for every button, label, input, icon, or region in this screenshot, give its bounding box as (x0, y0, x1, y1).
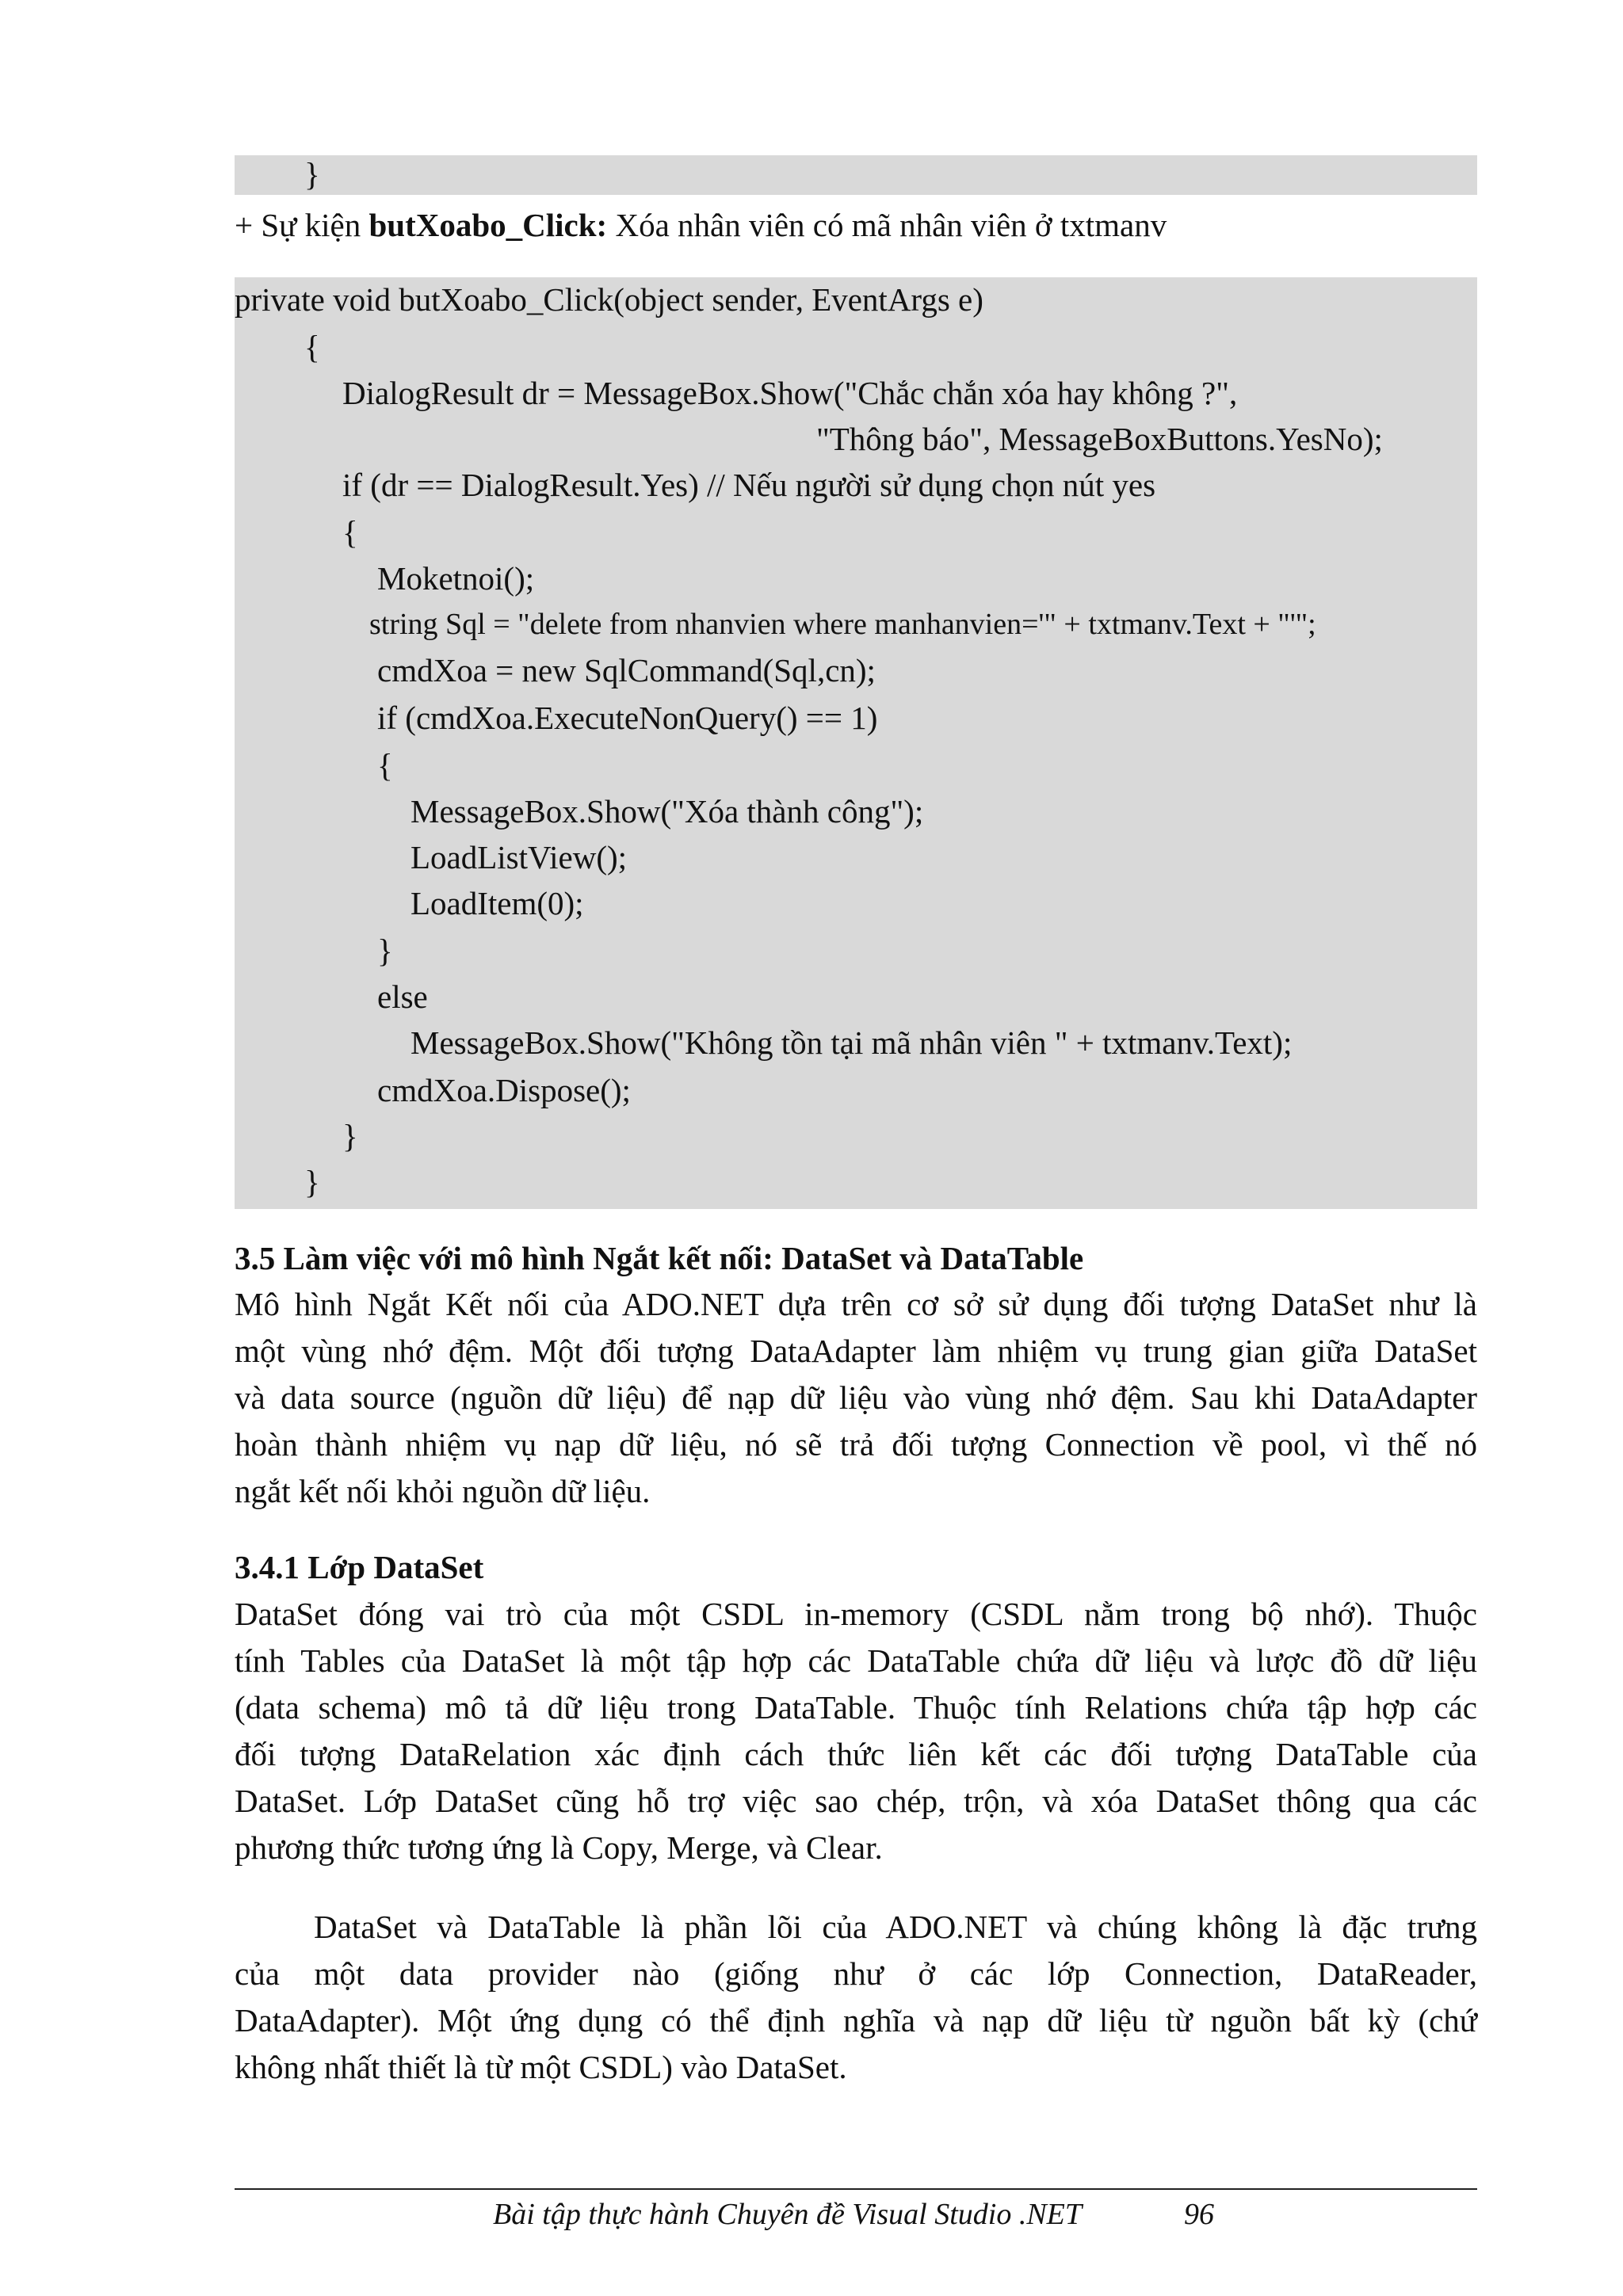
code-line: DialogResult dr = MessageBox.Show("Chắc chắn xóa hay không ?", (342, 375, 1238, 411)
code-line: "Thông báo", MessageBoxButtons.YesNo); (816, 421, 1383, 457)
section-heading: 3.4.1 Lớp DataSet (235, 1549, 484, 1585)
event-handler-name: butXoabo_Click: (369, 207, 608, 243)
footer-title: Bài tập thực hành Chuyên đề Visual Studio .NET (493, 2198, 1083, 2231)
code-line: LoadItem(0); (411, 885, 584, 921)
paragraph-line: DataSet đóng vai trò của một CSDL in-memory (CSDL nằm trong bộ nhớ). Thuộc (235, 1596, 1477, 1632)
paragraph-line: đối tượng DataRelation xác định cách thức liên kết các đối tượng DataTable của (235, 1736, 1477, 1772)
event-prefix: + Sự kiện (235, 207, 369, 243)
code-line: } (342, 1118, 358, 1154)
code-line: } (304, 1164, 320, 1200)
code-line: } (304, 156, 320, 193)
code-block-top (235, 155, 1477, 195)
paragraph-line: (data schema) mô tả dữ liệu trong DataTable. Thuộc tính Relations chứa tập hợp các (235, 1689, 1477, 1726)
paragraph-line: và data source (nguồn dữ liệu) để nạp dữ liệu vào vùng nhớ đệm. Sau khi DataAdapter (235, 1379, 1477, 1416)
code-line: cmdXoa.Dispose(); (377, 1072, 631, 1108)
paragraph-line: một vùng nhớ đệm. Một đối tượng DataAdapter làm nhiệm vụ trung gian giữa DataSet (235, 1333, 1477, 1369)
event-description-line (235, 203, 1167, 247)
paragraph-line: Mô hình Ngắt Kết nối của ADO.NET dựa trên cơ sở sử dụng đối tượng DataSet như là (235, 1286, 1477, 1322)
paragraph-line: ngắt kết nối khỏi nguồn dữ liệu. (235, 1473, 651, 1509)
code-line: LoadListView(); (411, 839, 628, 875)
code-line: private void butXoabo_Click(object sender, EventArgs e) (235, 281, 983, 318)
paragraph-line: của một data provider nào (giống như ở các lớp Connection, DataReader, (235, 1955, 1477, 1992)
code-line: Moketnoi(); (377, 560, 535, 597)
paragraph-line: DataSet. Lớp DataSet cũng hỗ trợ việc sao chép, trộn, và xóa DataSet thông qua các (235, 1783, 1477, 1819)
code-line: if (dr == DialogResult.Yes) // Nếu người sử dụng chọn nút yes (342, 467, 1156, 503)
code-line: } (377, 933, 393, 969)
code-line: MessageBox.Show("Xóa thành công"); (411, 793, 924, 830)
paragraph-line: hoàn thành nhiệm vụ nạp dữ liệu, nó sẽ trả đối tượng Connection về pool, vì thế nó (235, 1426, 1477, 1463)
paragraph-line: không nhất thiết là từ một CSDL) vào DataSet. (235, 2049, 847, 2085)
paragraph-line: DataAdapter). Một ứng dụng có thể định nghĩa và nạp dữ liệu từ nguồn bất kỳ (chứ (235, 2002, 1477, 2039)
code-line: { (377, 747, 393, 784)
event-description: Xóa nhân viên có mã nhân viên ở txtmanv (607, 207, 1167, 243)
code-block-main (235, 277, 1477, 1209)
section-heading: 3.5 Làm việc với mô hình Ngắt kết nối: DataSet và DataTable (235, 1240, 1084, 1276)
paragraph-line: phương thức tương ứng là Copy, Merge, và Clear. (235, 1829, 883, 1866)
code-line: else (377, 978, 428, 1015)
page-number: 96 (1184, 2198, 1214, 2231)
code-line: { (342, 514, 358, 551)
code-line: { (304, 329, 320, 365)
paragraph-line: tính Tables của DataSet là một tập hợp các DataTable chứa dữ liệu và lược đồ dữ liệu (235, 1642, 1477, 1679)
code-line: cmdXoa = new SqlCommand(Sql,cn); (377, 652, 876, 688)
code-line: if (cmdXoa.ExecuteNonQuery() == 1) (377, 700, 878, 736)
code-line: MessageBox.Show("Không tồn tại mã nhân viên " + txtmanv.Text); (411, 1024, 1293, 1061)
code-line: string Sql = "delete from nhanvien where manhanvien='" + txtmanv.Text + "'"; (369, 608, 1316, 641)
paragraph-line: DataSet và DataTable là phần lõi của ADO.NET và chúng không là đặc trưng (314, 1909, 1477, 1945)
footer-rule (235, 2188, 1477, 2190)
